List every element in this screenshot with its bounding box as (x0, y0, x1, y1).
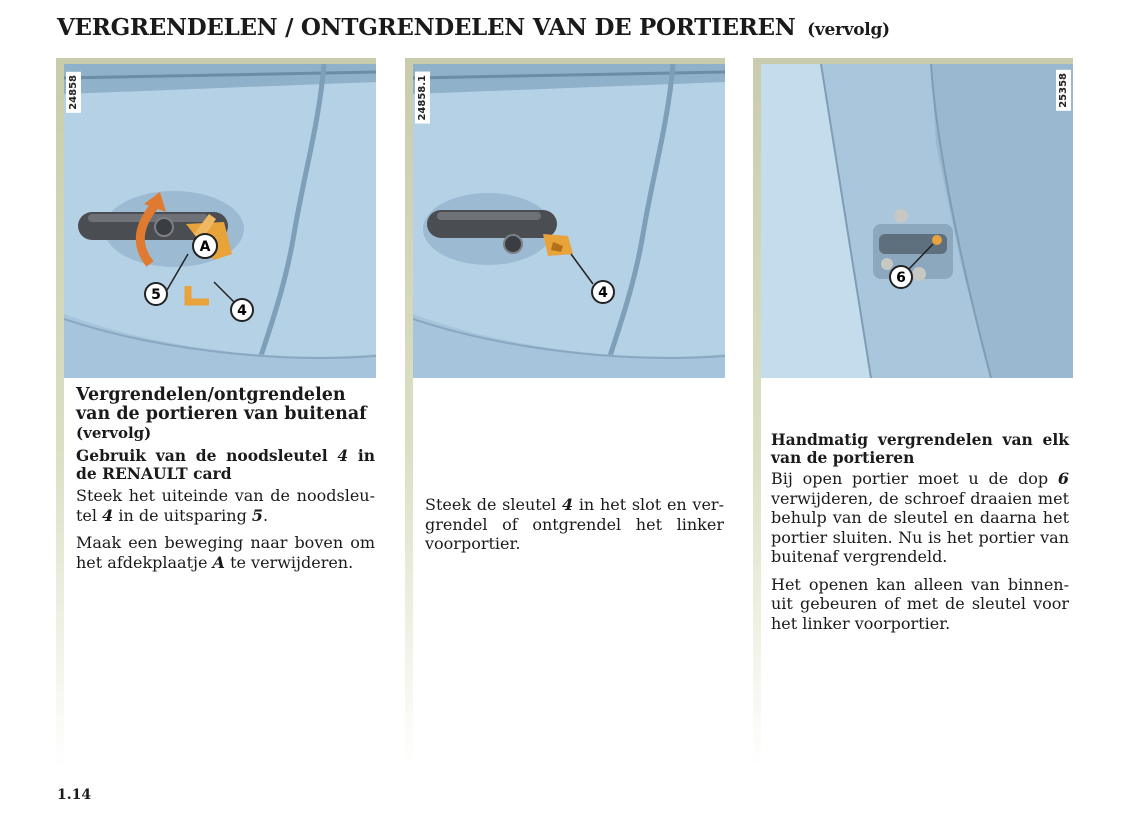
page-title (57, 14, 890, 41)
column-strip (405, 58, 413, 768)
column-strip (753, 58, 761, 768)
ref-number: 4 (337, 446, 349, 465)
page-title-subtitle: (vervolg) (807, 20, 890, 40)
label-5: 5 (151, 287, 161, 303)
figure-door-lock-cap (761, 58, 1073, 378)
paragraph-2: Maak een beweging naar boven om het afdekplaatje A te verwijderen. (76, 533, 375, 572)
paragraph-2: Het openen kan alleen van binnen-uit gebeuren of met de sleutel voor het linker voorportier. (771, 574, 1069, 633)
column-strip (56, 58, 64, 768)
column-manual-locking (753, 58, 1073, 768)
column-1-text (76, 386, 375, 572)
paragraph-1: Steek het uiteinde van de noodsleu-tel 4 in de uitsparing 5. (76, 486, 375, 525)
figure-reference-number: 24858.1 (415, 72, 430, 124)
label-6: 6 (896, 270, 906, 286)
label-4: 4 (598, 285, 608, 301)
figure-reference-number: 24858 (66, 72, 81, 113)
paragraph-1: Steek de sleutel 4 in het slot en ver-grendel of ontgrendel het linker voorportier. (425, 495, 724, 553)
key-lock-illustration (413, 64, 725, 378)
label-4: 4 (237, 303, 247, 319)
door-handle-illustration (64, 64, 376, 378)
page-number: 1.14 (57, 787, 92, 803)
paragraph-1: Bij open portier moet u de dop 6 verwijderen, de schroef draaien met behulp van de sleutel en daarna het portier sluiten. Nu is het portier van buitenaf vergrendeld. (771, 469, 1069, 566)
figure-key-in-lock (413, 58, 725, 378)
door-lock-illustration (761, 64, 1073, 378)
section-heading: Vergrendelen/ontgrendelen van de portieren van buitenaf (76, 385, 367, 424)
label-A: A (199, 239, 211, 255)
figure-door-handle-cover (64, 58, 376, 378)
figure-reference-number: 25358 (1056, 70, 1071, 111)
column-2-text (425, 495, 724, 554)
subheading: Gebruik van de noodsleutel 4 in de RENAULT card (76, 446, 375, 483)
column-exterior-key (56, 58, 376, 768)
page-title-text: VERGRENDELEN / ONTGRENDELEN VAN DE PORTIEREN (57, 14, 796, 41)
column-key-in-lock (405, 58, 725, 768)
section-heading: Handmatig vergrendelen van elk van de portieren (771, 430, 1069, 467)
section-heading-note: (vervolg) (76, 424, 152, 442)
column-3-text (771, 431, 1069, 633)
